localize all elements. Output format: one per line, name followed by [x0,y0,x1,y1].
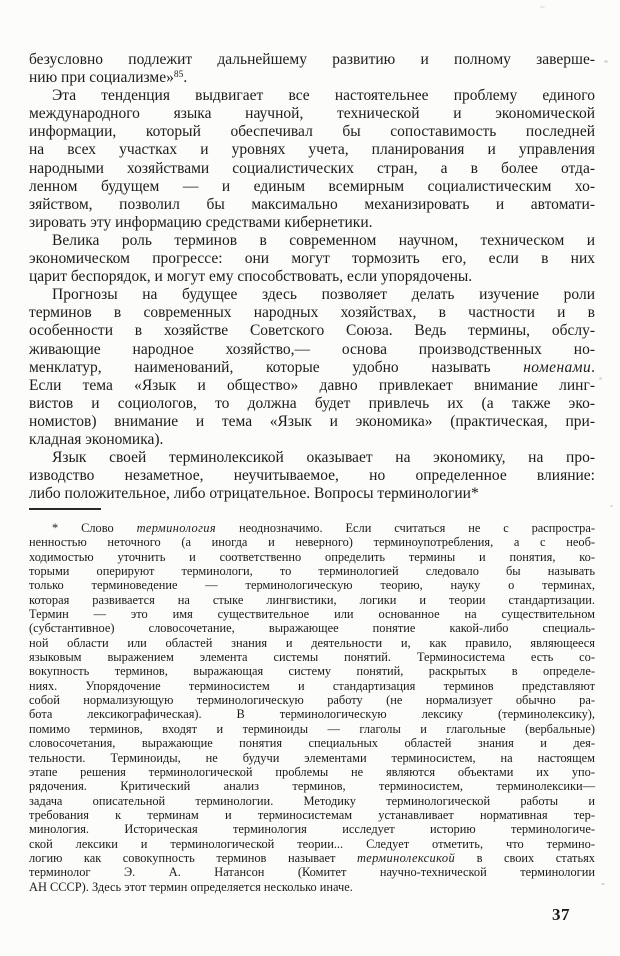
text-line: Термин — это имя существительное или основанное на существительном [29,607,595,622]
text-line: вокупность терминов, выражающая систему понятий, раскрытых в определе- [29,664,595,679]
text-line: кладная экономика). [29,430,164,448]
text-line: ненностью неточного (а иногда и неверного) терминоупотребления, а с необ- [29,535,595,550]
text-line: на всех участках и уровнях учета, планирования и управления [29,141,595,159]
italic-term: терминолексикой [356,850,456,865]
text-line: либо положительное, либо отрицательное. Вопросы терминологии* [29,485,479,503]
text-line: терминолог Э. А. Натансон (Комитет научно-технической терминологии [29,865,595,880]
text-line: логию как совокупность терминов называет терминолексикой в своих статьях [29,850,595,865]
text-line: народными хозяйствами социалистических стран, а в более отда- [29,159,595,177]
text-line: собой нормализующую терминологическую работу (не нормализует обычно ра- [29,693,595,708]
paragraph [29,87,595,232]
body-text [29,51,595,503]
text-line: задача описательной терминологии. Методику терминологической работы и [29,793,595,808]
text-line: торыми оперируют терминологи, то терминологией следовало бы называть [29,564,595,579]
text-line: Если тема «Язык и общество» давно привлекает внимание линг- [29,376,595,394]
text-line: особенности в хозяйстве Советского Союза. Ведь термины, обслу- [29,322,595,340]
text-line: Эта тенденция выдвигает все настоятельнее проблему единого [52,87,595,105]
text-line: ниях. Упорядочение терминосистем и стандартизация терминов представляют [29,678,595,693]
text-line: словосочетания, выражающие понятия специальных областей знания и дея- [29,736,595,751]
text-line: безусловно подлежит дальнейшему развитию и полному заверше- [29,51,595,68]
paragraph [29,521,595,894]
text-line: ленном будущем — и единым всемирным социалистическим хо- [29,177,595,195]
text-line: минология. Историческая терминология исследует историю терминологиче- [29,822,595,837]
text-line: Велика роль терминов в современном научном, техническом и [52,231,595,249]
text-line: изводство незаметное, неучитываемое, но определенное влияние: [29,467,595,485]
scan-speck [604,60,608,63]
text-line: терминов в современных народных хозяйствах, в частности и в [29,304,595,322]
text-line: * Слово терминология неоднозначимо. Если считаться не с распростра- [52,521,595,535]
text-line: живающие народное хозяйство,— основа производственных но- [29,340,595,358]
italic-term: терминология [136,521,217,535]
footnote-reference: 85 [173,70,184,81]
text-line: информации, который обеспечивал бы сопоставимость последней [29,123,595,141]
text-line: царит беспорядок, и могут ему способствовать, если упорядочены. [29,268,473,286]
text-line: зяйством, позволил бы максимально механизировать и автомати- [29,195,595,213]
scan-speck [540,6,545,8]
text-line: этапе решения терминологической проблемы не являются объектами их упо- [29,764,595,779]
footnote-separator [29,508,101,510]
text-line: ной области или областей знания и деятельности и, как правило, являющееся [29,635,595,650]
text-line: международного языка научной, технической и экономической [29,105,595,123]
text-line: зировать эту информацию средствами кибернетики. [29,213,373,231]
text-line: вистов и социологов, то должна будет привлечь их (а также эко- [29,394,595,412]
text-line: Прогнозы на будущее здесь позволяет делать изучение роли [52,286,595,304]
text-line: которая развивается на стыке лингвистики, логики и теории стандартизации. [29,592,595,607]
text-line: ходимостью уточнить и соответственно определить термины и понятия, ко- [29,549,595,564]
paragraph [29,449,595,503]
text-line: Язык своей терминолексикой оказывает на экономику, на про- [52,449,595,467]
italic-term: номенами [523,358,592,376]
text-line: бота лексикографическая). В терминологическую лексику (терминолексику), [29,707,595,722]
text-line: языковым выражением элемента системы понятий. Терминосистема есть со- [29,650,595,665]
scan-speck [601,883,605,885]
scan-speck [610,505,613,507]
text-line: тельности. Терминоиды, не будучи элементами терминосистем, на настоящем [29,750,595,765]
text-line: АН СССР). Здесь этот термин определяется несколько иначе. [29,879,353,894]
paragraph [29,286,595,449]
page-number: 37 [552,905,570,924]
paragraph [29,51,595,87]
text-line: менклатур, наименований, которые удобно называть номенами. [29,358,595,376]
text-line: требования к терминам и терминосистемам устанавливает нормативная тер- [29,807,595,822]
text-line: ской лексики и терминологической теории... Следует отметить, что термино- [29,836,595,851]
text-line: номистов) внимание и тема «Язык и экономика» (практическая, при- [29,412,595,430]
footnote [29,521,595,894]
text-line: рядочения. Критический анализ терминов, терминосистем, терминолексики— [29,779,595,794]
text-line: нию при социализме»$^{85}$. [29,69,188,87]
text-line: помимо терминов, входят и терминоиды — глаголы и глагольные (вербальные) [29,721,595,736]
paragraph [29,232,595,286]
text-line: только терминоведение — терминологическую теорию, науку о терминах, [29,578,595,593]
scan-speck [599,377,602,380]
text-line: (субстантивное) словосочетание, выражающее понятие какой-либо специаль- [29,621,595,636]
text-line: экономическом прогрессе: они могут тормозить его, если в них [29,250,595,268]
